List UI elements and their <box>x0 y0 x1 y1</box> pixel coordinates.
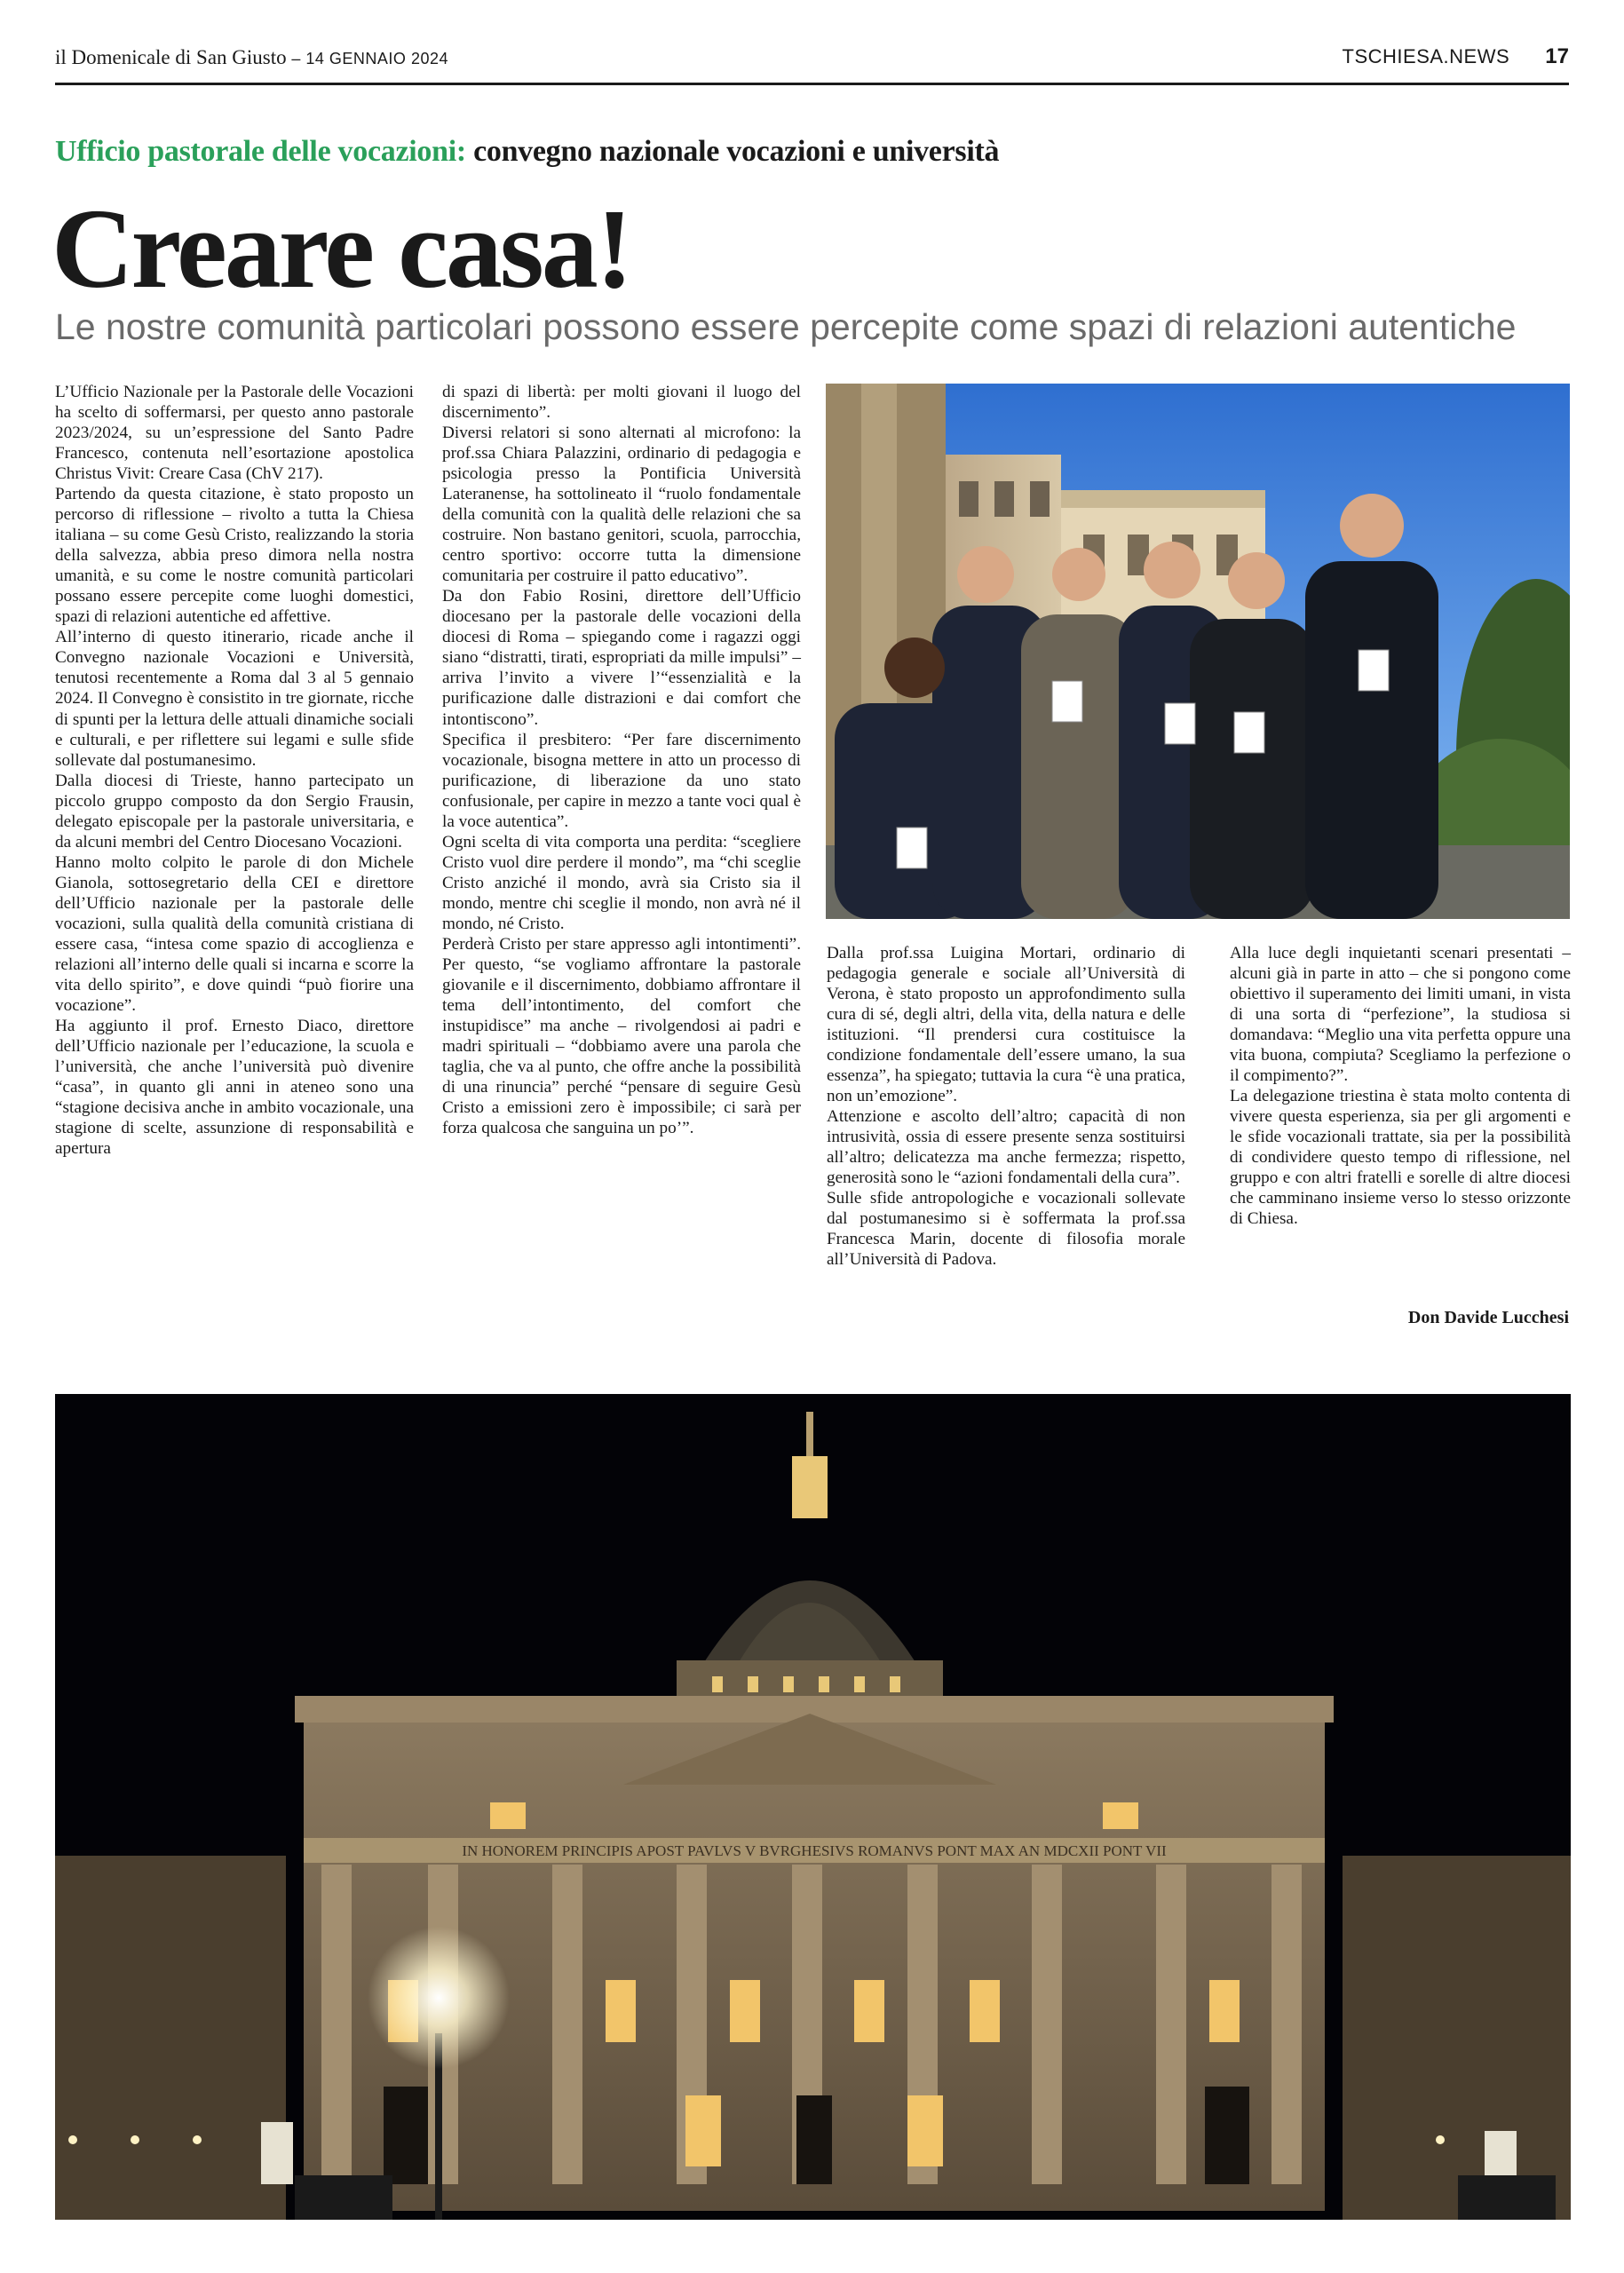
text-column-3 <box>827 943 1185 1271</box>
publication-name: il Domenicale di San Giusto <box>55 46 287 68</box>
paragraph: Perderà Cristo per stare appresso agli intontimenti”. Per questo, “se vogliamo affrontare la pastorale giovanile e il discernimento, dobbiamo affrontare il tema dell’intontimento, del comfort che instupidisce” ma anche – rivolgendosi ai padri e madri spirituali – “dobbiamo avere una parola che taglia, che va al punto, che offre anche la possibilità di una rinuncia” perché “pensare di seguire Gesù Cristo a emissioni zero è impossibile; ci sarà per forza qualcosa che sanguina un po’”. <box>442 934 801 1138</box>
header-rule <box>55 83 1569 85</box>
basilica-photo-image <box>55 1394 1571 2220</box>
paragraph: Ha aggiunto il prof. Ernesto Diaco, direttore dell’Ufficio nazionale per l’educazione, la scuola e l’università, che anche l’università può divenire “casa”, in quanto gli anni in ateneo sono una “stagione decisiva anche in ambito vocazionale, una stagione di scelte, assunzione di responsabilità e apertura <box>55 1016 414 1159</box>
article-headline: Creare casa! <box>51 186 631 312</box>
paragraph: Diversi relatori si sono alternati al microfono: la prof.ssa Chiara Palazzini, ordinario di pedagogia e psicologia presso la Pontificia Università Lateranense, ha sottolineato il “ruolo fondamentale della comunità con la qualità delle relazioni che sa costruire. Non bastano genitori, scuola, parrocchia, centro sportivo: occorre tutta la dimensione comunitaria per costruire il patto educativo”. <box>442 424 801 586</box>
text-column-1 <box>55 382 414 1159</box>
paragraph: Alla luce degli inquietanti scenari presentati – alcuni già in parte in atto – che si pongono come obiettivo il superamento dei limiti umani, in vista di una sorta di “perfezione”, la studiosa si domandava: “Meglio una vita perfetta oppure una vita buona, compiuta? Scegliamo la perfezione o il compimento?”. <box>1230 944 1571 1086</box>
text-column-2 <box>442 382 801 1138</box>
paragraph: La delegazione triestina è stata molto contenta di vivere questa esperienza, sia per gli argomenti e le sfide vocazionali trattate, sia per la possibilità di condividere questo tempo di riflessione, nel gruppo e con altri fratelli e sorelle di altre diocesi che camminano insieme verso lo stesso orizzonte di Chiesa. <box>1230 1087 1571 1229</box>
paragraph: Dalla diocesi di Trieste, hanno partecipato un piccolo gruppo composto da don Sergio Frausin, delegato episcopale per la pastorale universitaria, e da alcuni membri del Centro Diocesano Vocazioni. <box>55 771 414 851</box>
publication-header <box>55 46 448 69</box>
paragraph: Partendo da questa citazione, è stato proposto un percorso di riflessione – rivolto a tutta la Chiesa italiana – su come Gesù Cristo, realizzando la storia della salvezza, abbia preso dimora nella nostra umanità, e su come le nostre comunità particolari possano essere percepite come luoghi domestici, spazi di relazioni autentiche ed affettive. <box>55 485 414 627</box>
site-name: TSCHIESA.NEWS <box>1342 45 1510 67</box>
article-kicker <box>55 135 999 169</box>
kicker-office: Ufficio pastorale delle vocazioni: <box>55 135 466 168</box>
paragraph: L’Ufficio Nazionale per la Pastorale delle Vocazioni ha scelto di soffermarsi, per questo anno pastorale 2023/2024, su un’espressione del Santo Padre Francesco, contenuta nell’esortazione apostolica Christus Vivit: Creare Casa (ChV 217). <box>55 383 414 484</box>
paragraph: Ogni scelta di vita comporta una perdita: “scegliere Cristo vuol dire perdere il mondo”, ma “chi sceglie Cristo anziché il mondo, avrà sia Cristo sia il mondo, mentre chi sceglie il mondo, non avrà né il mondo, né Cristo. <box>442 832 801 933</box>
paragraph: Attenzione e ascolto dell’altro; capacità di non intrusività, ossia di essere presente senza sostituirsi all’altro; delicatezza ma anche fermezza; rispetto, generosità sono le “azioni fondamentali della cura”. <box>827 1107 1185 1188</box>
group-photo-image <box>826 384 1570 919</box>
page-info <box>1343 44 1569 69</box>
kicker-topic: convegno nazionale vocazioni e università <box>473 135 1000 168</box>
text-column-4 <box>1230 943 1571 1229</box>
paragraph: Dalla prof.ssa Luigina Mortari, ordinario di pedagogia generale e sociale all’Università di Verona, è stato proposto un approfondimento sulla cura di sé, degli altri, della vita, della natura e delle istituzioni. “Il prendersi cura costituisce la condizione fondamentale dell’essere umano, la sua essenza”, ha spiegato; tuttavia la cura “è una pratica, non un’emozione”. <box>827 944 1185 1106</box>
basilica-inscription: IN HONOREM PRINCIPIS APOST PAVLVS V BVRGHESIVS ROMANVS PONT MAX AN MDCXII PONT VII <box>462 1842 1167 1859</box>
paragraph: Specifica il presbitero: “Per fare discernimento vocazionale, bisogna mettere in atto un processo di purificazione, di liberazione da uno stato confusionale, per capire in mezzo a tante voci qual è la voce autentica”. <box>442 730 801 831</box>
paragraph: Da don Fabio Rosini, direttore dell’Ufficio diocesano per la pastorale delle vocazioni della diocesi di Roma – spiegando come i ragazzi oggi siano “distratti, tirati, espropriati da mille impulsi” – arriva l’invito a vivere l’“essenzialità e la purificazione dalle distrazioni e dai comfort che intontiscono”. <box>442 587 801 729</box>
author-signature: Don Davide Lucchesi <box>1407 1308 1569 1327</box>
paragraph: All’interno di questo itinerario, ricade anche il Convegno nazionale Vocazioni e Università, tenutosi recentemente a Roma dal 3 al 5 gennaio 2024. Il Convegno è consistito in tre giornate, ricche di spunti per la lettura delle attuali dinamiche sociali e culturali, e per riflettere sui legami e sulle sfide sollevate dal postumanesimo. <box>55 628 414 770</box>
article-subhead: Le nostre comunità particolari possono essere percepite come spazi di relazioni autentiche <box>55 306 1517 347</box>
paragraph: Hanno molto colpito le parole di don Michele Gianola, sottosegretario della CEI e direttore dell’Ufficio nazionale per la pastorale delle vocazioni, sulla qualità della comunità cristiana di essere casa, “intesa come spazio di accoglienza e relazioni all’interno delle quali si incarna e scorre la vita dello spirito”, e dove quindi “può fiorire una vocazione”. <box>55 852 414 1015</box>
paragraph: Sulle sfide antropologiche e vocazionali sollevate dal postumanesimo si è soffermata la prof.ssa Francesca Marin, docente di filosofia morale all’Università di Padova. <box>827 1189 1185 1270</box>
paragraph: di spazi di libertà: per molti giovani il luogo del discernimento”. <box>442 383 801 423</box>
page-number: 17 <box>1545 44 1569 68</box>
publication-date: – 14 GENNAIO 2024 <box>291 50 448 67</box>
